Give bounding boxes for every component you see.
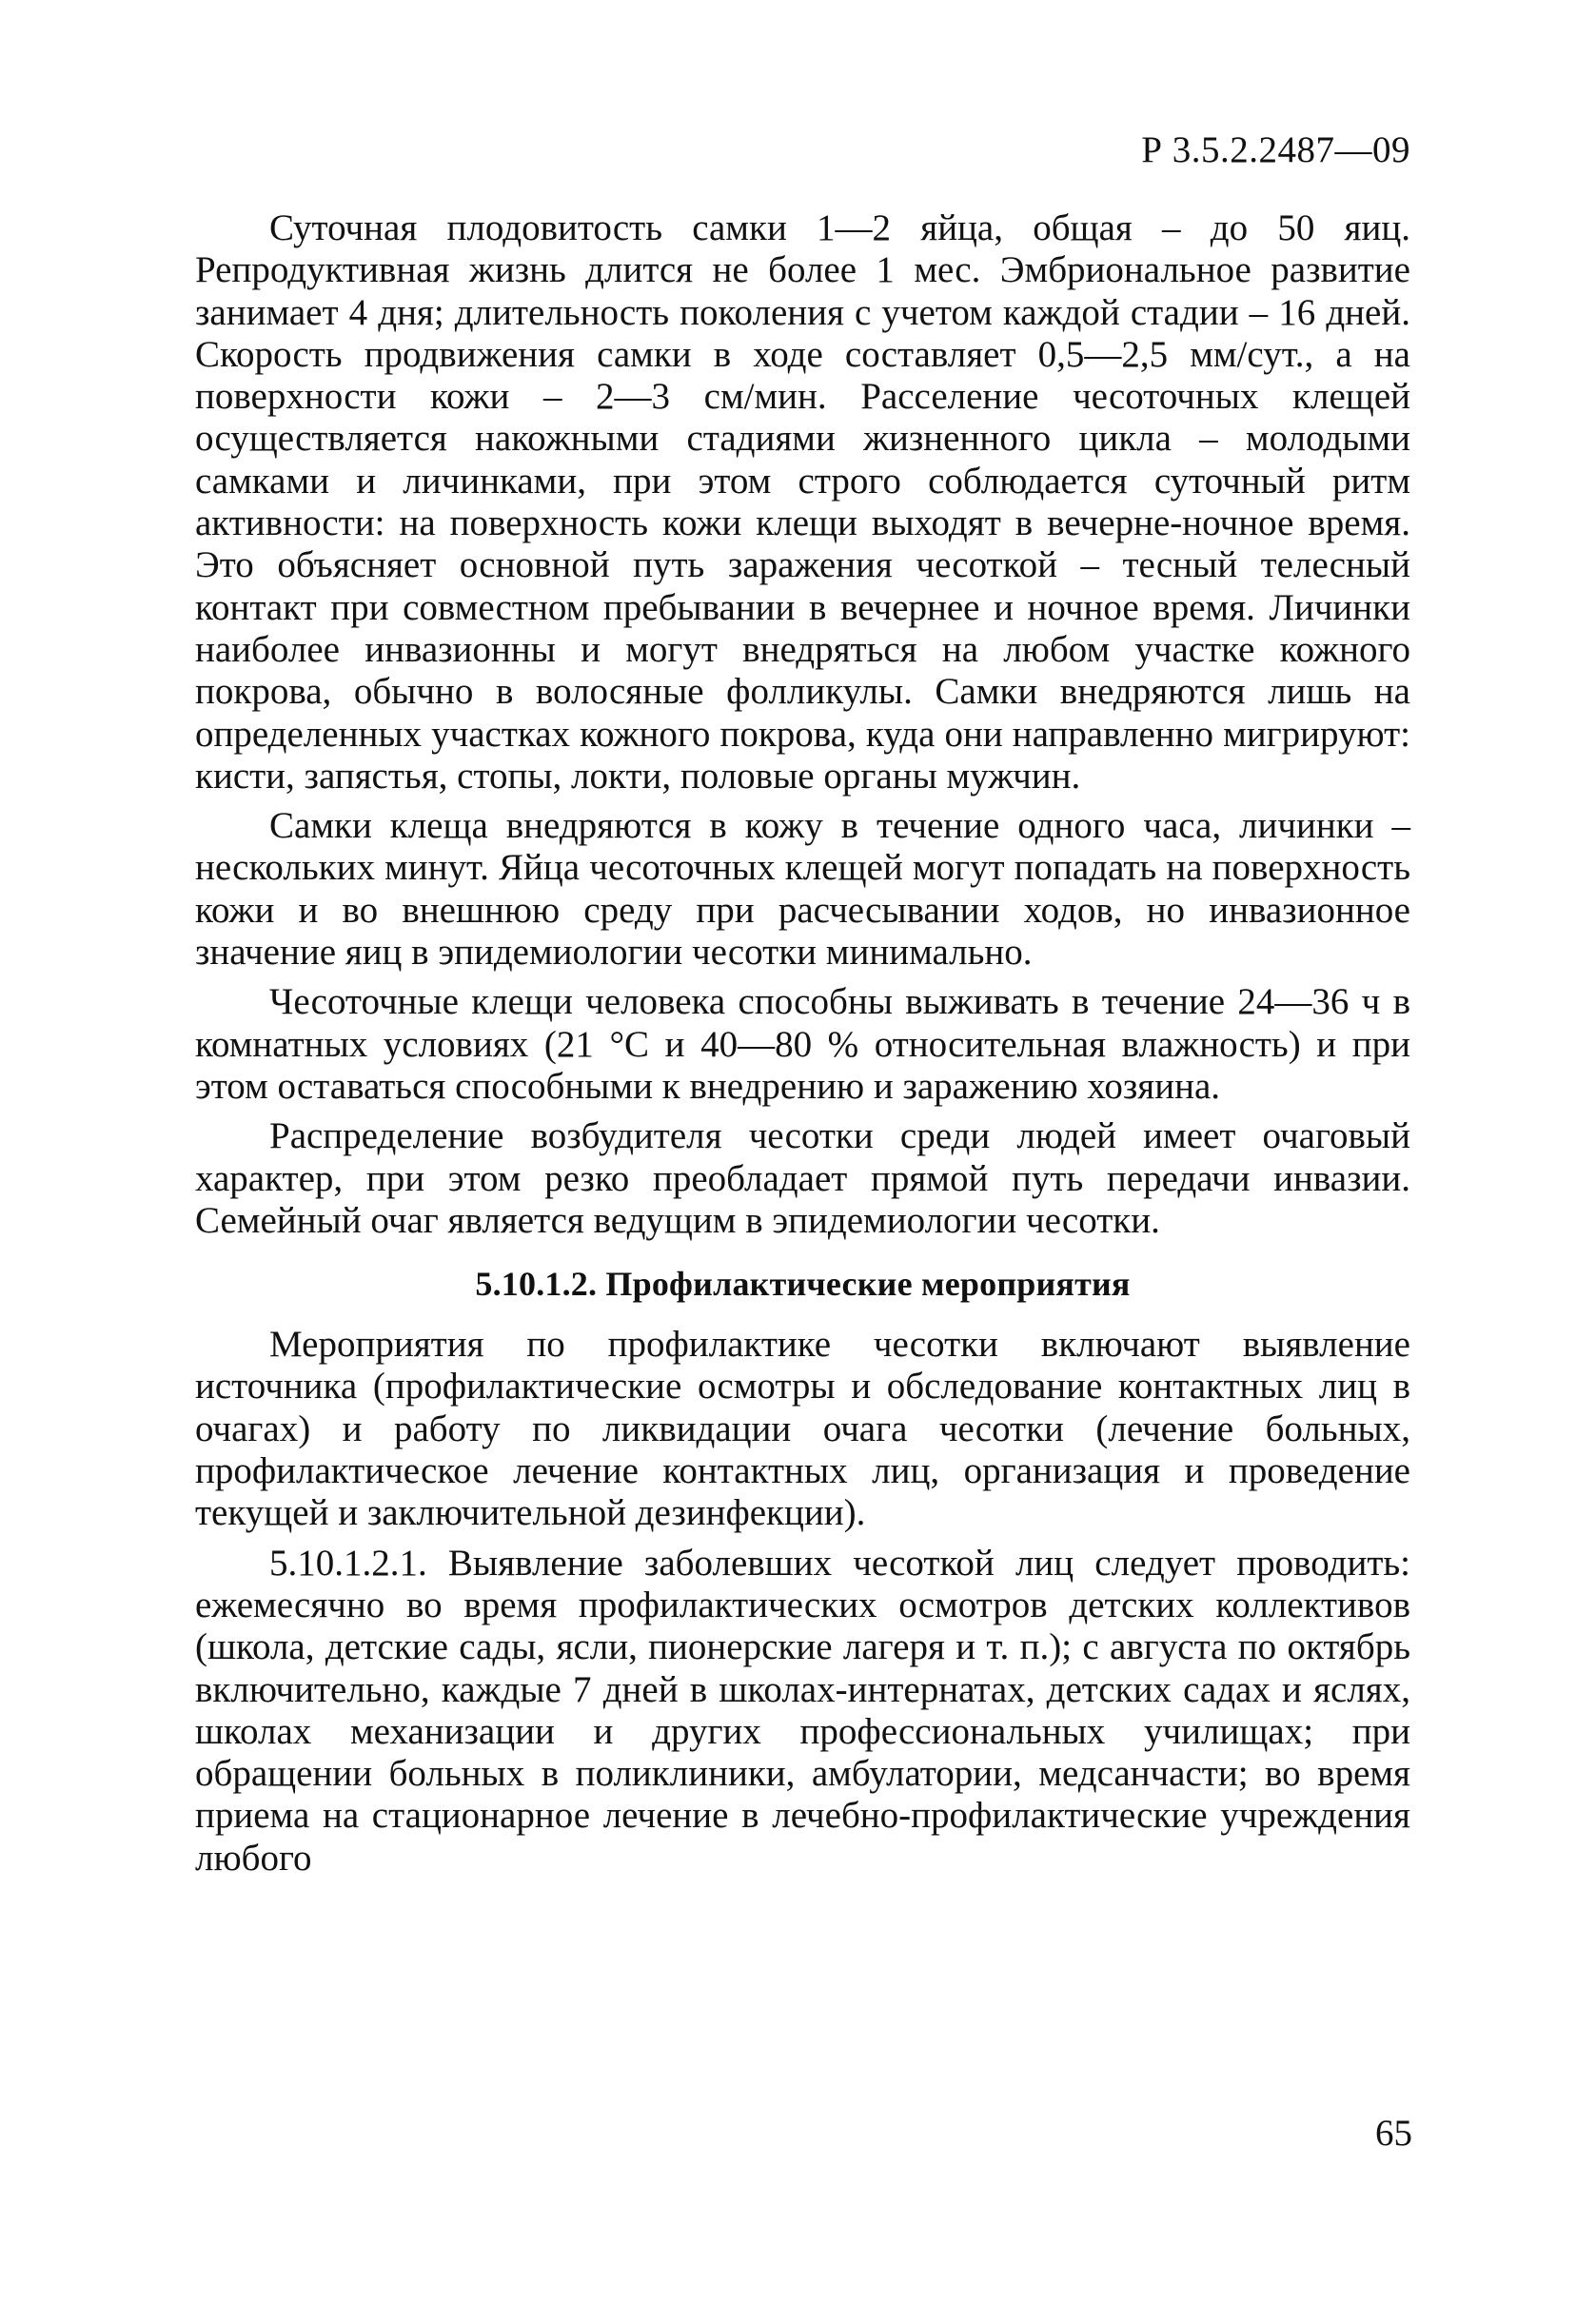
section-heading: 5.10.1.2. Профилактические мероприятия: [475, 1265, 1131, 1304]
page-number: 65: [1375, 2113, 1412, 2154]
paragraph-reproduction: Суточная плодовитость самки 1—2 яйца, общая – до 50 яиц. Репродуктивная жизнь длится не более 1 мес. Эмбриональное развитие занимает 4 дня; длительность поколения с учетом каждой стадии – 16 дней. Скорость продвижения самки в ходе составляет 0,5—2,5 мм/сут., а на поверхности кожи – 2—3 см/мин. Расселение чесоточных клещей осуществляется накожными стадиями жизненного цикла – молодыми самками и личинками, при этом строго соблюдается суточный ритм активности: на поверхность кожи клещи выходят в вечерне-ночное время. Это объясняет основной путь заражения чесоткой – тесный телесный контакт при совместном пребывании в вечернее и ночное время. Личинки наиболее инвазионны и могут внедряться на любом участке кожного покрова, обычно в волосяные фолликулы. Самки внедряются лишь на определенных участках кожного покрова, куда они направленно мигрируют: кисти, запястья, стопы, локти, половые органы мужчин.: [195, 207, 1410, 797]
document-code-header: Р 3.5.2.2487—09: [1141, 129, 1410, 170]
paragraph-survival: Чесоточные клещи человека способны выживать в течение 24—36 ч в комнатных условиях (21 °С и 40—80 % относительная влажность) и при этом оставаться способными к внедрению и заражению хозяина.: [195, 981, 1410, 1107]
paragraph-prevention-measures: Мероприятия по профилактике чесотки включают выявление источника (профилактические осмотры и обследование контактных лиц в очагах) и работу по ликвидации очага чесотки (лечение больных, профилактическое лечение контактных лиц, организация и проведение текущей и заключительной дезинфекции).: [195, 1324, 1410, 1534]
page-body: [195, 207, 1410, 1880]
paragraph-case-detection: 5.10.1.2.1. Выявление заболевших чесоткой лиц следует проводить: ежемесячно во время профилактических осмотров детских коллективов (школа, детские сады, ясли, пионерские лагеря и т. п.); с августа по октябрь включительно, каждые 7 дней в школах-интернатах, детских садах и яслях, школах механизации и других профессиональных училищах; при обращении больных в поликлиники, амбулатории, медсанчасти; во время приема на стационарное лечение в лечебно-профилактические учреждения любого: [195, 1542, 1410, 1879]
paragraph-distribution: Распределение возбудителя чесотки среди людей имеет очаговый характер, при этом резко преобладает прямой путь передачи инвазии. Семейный очаг является ведущим в эпидемиологии чесотки.: [195, 1115, 1410, 1241]
paragraph-penetration: Самки клеща внедряются в кожу в течение одного часа, личинки – нескольких минут. Яйца чесоточных клещей могут попадать на поверхность кожи и во внешнюю среду при расчесывании ходов, но инвазионное значение яиц в эпидемиологии чесотки минимально.: [195, 805, 1410, 974]
